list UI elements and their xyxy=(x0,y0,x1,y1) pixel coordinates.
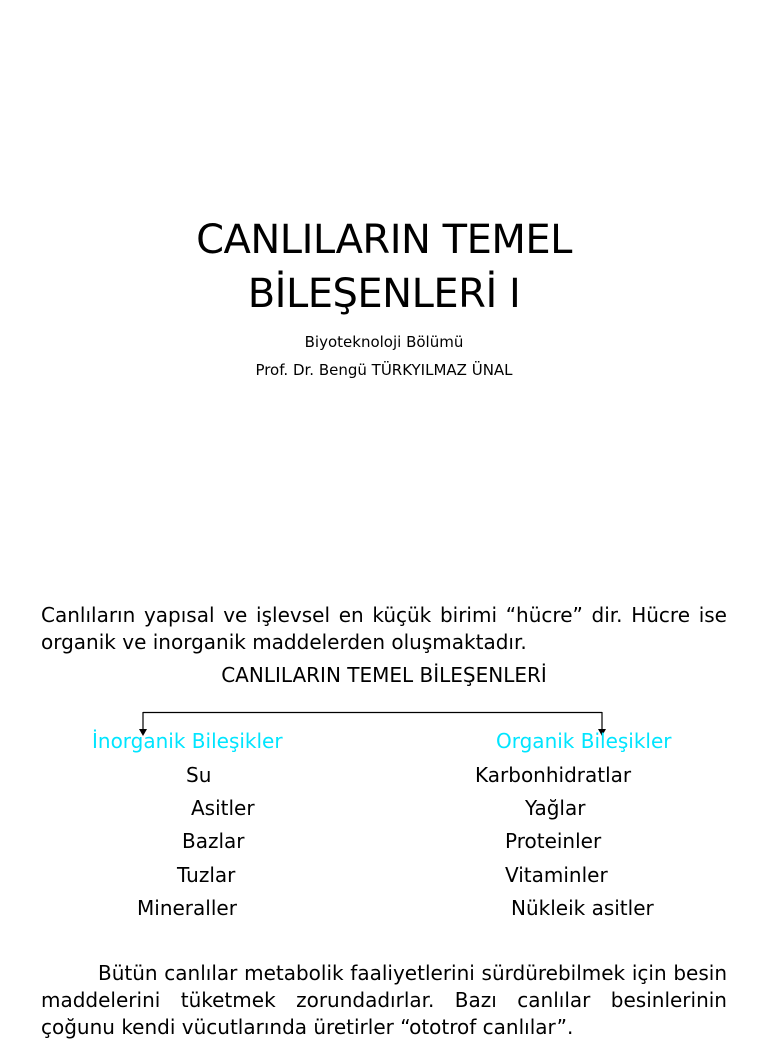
slide-title xyxy=(0,213,768,321)
organic-item-carbohydrates: Karbonhidratlar xyxy=(475,763,632,787)
organic-item-nucleic-acids: Nükleik asitler xyxy=(511,896,654,920)
organic-heading: Organik Bileşikler xyxy=(496,729,672,753)
slide-title-line-2: BİLEŞENLERİ I xyxy=(247,270,521,317)
inorganic-item-salts: Tuzlar xyxy=(177,863,236,887)
author-name: Prof. Dr. Bengü TÜRKYILMAZ ÜNAL xyxy=(255,361,513,379)
body-paragraph: Bütün canlılar metabolik faaliyetlerini sürdürebilmek için besin maddelerini tüketmek zorundadırlar. Bazı canlılar besinlerinin çoğunu kendi vücutlarında üretirler “ototrof canlılar”. xyxy=(41,961,727,1039)
organic-item-fats: Yağlar xyxy=(525,796,586,820)
slide-title-line-1: CANLILARIN TEMEL xyxy=(196,216,572,263)
inorganic-item-water: Su xyxy=(186,763,212,787)
organic-item-proteins: Proteinler xyxy=(505,829,602,853)
section-heading: CANLILARIN TEMEL BİLEŞENLERİ xyxy=(221,663,547,687)
inorganic-heading: İnorganik Bileşikler xyxy=(92,729,283,753)
inorganic-item-acids: Asitler xyxy=(191,796,255,820)
content-slide xyxy=(0,576,768,1039)
inorganic-item-minerals: Mineraller xyxy=(137,896,237,920)
organic-item-vitamins: Vitaminler xyxy=(505,863,608,887)
slide-subtitle xyxy=(0,328,768,384)
department-name: Biyoteknoloji Bölümü xyxy=(304,333,464,351)
intro-paragraph: Canlıların yapısal ve işlevsel en küçük birimi “hücre” dir. Hücre ise organik ve inorganik maddelerden oluşmaktadır. xyxy=(41,603,727,654)
inorganic-item-bases: Bazlar xyxy=(182,829,245,853)
